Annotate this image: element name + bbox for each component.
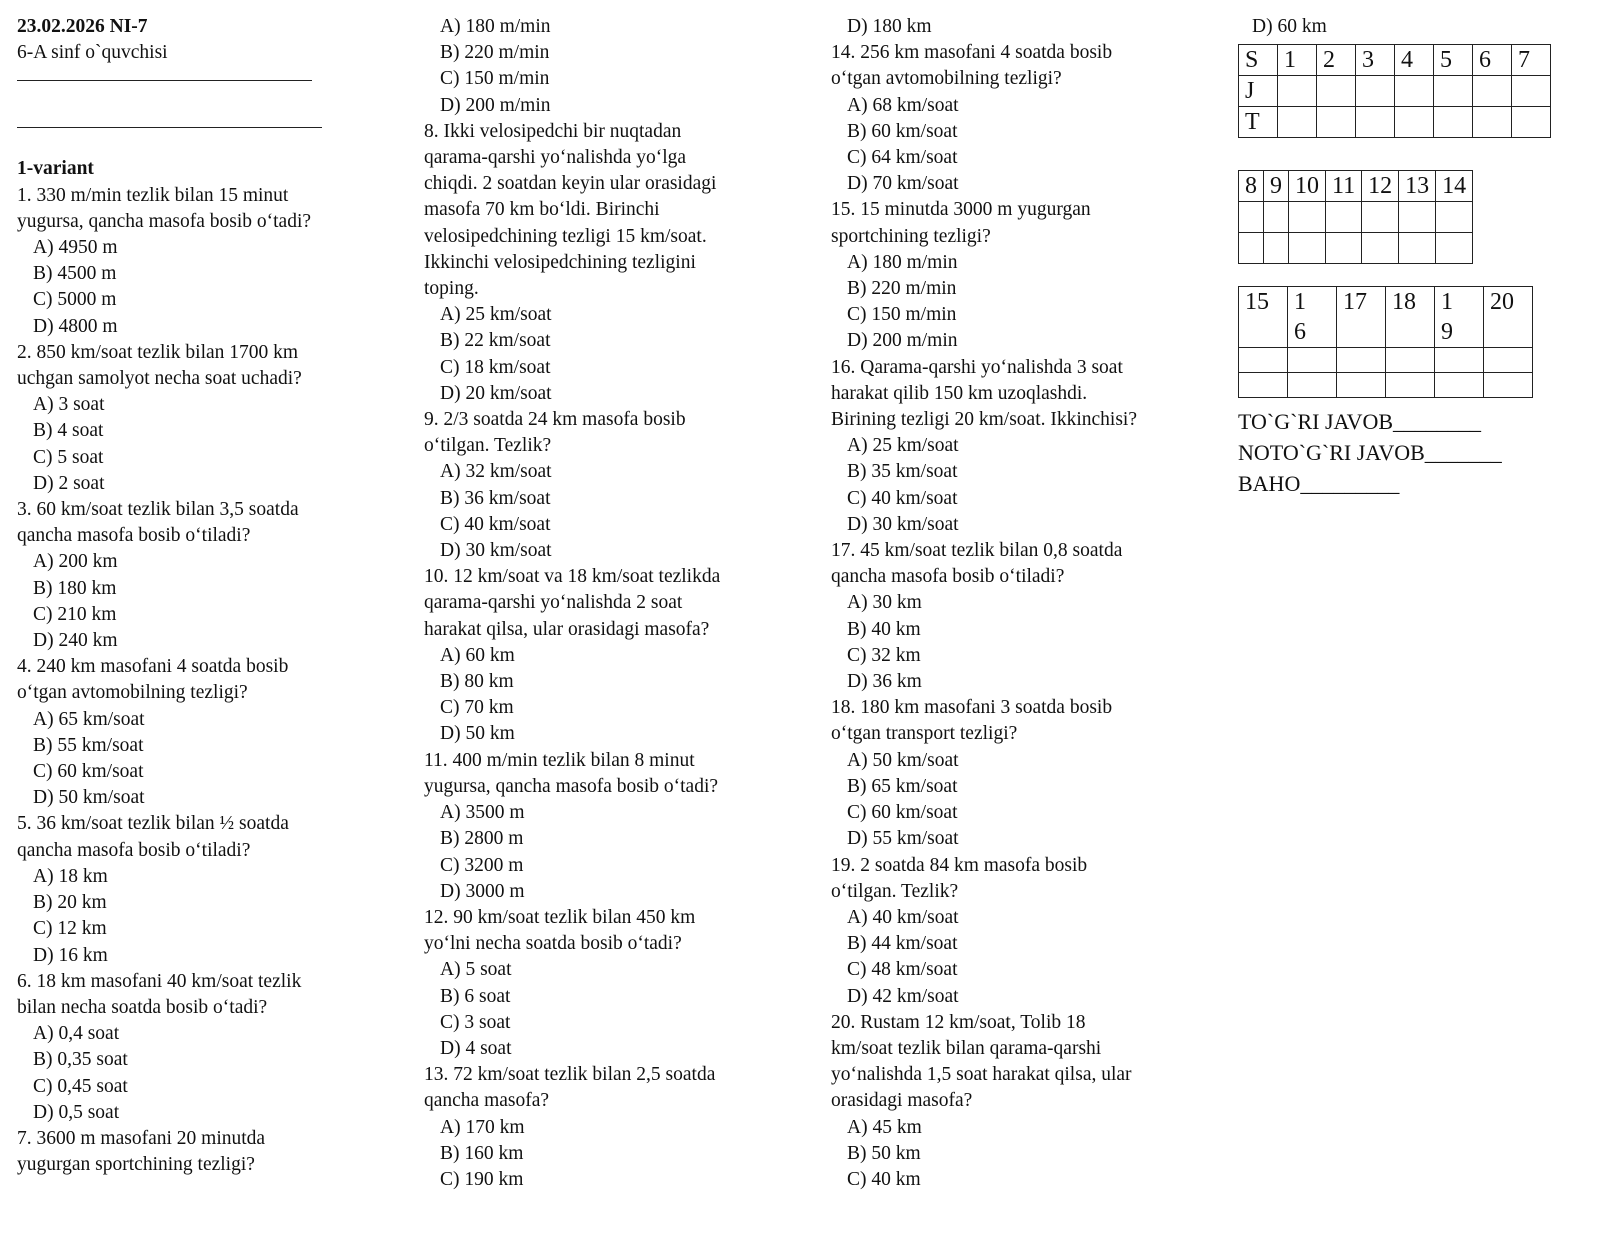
- answer-option[interactable]: B) 65 km/soat: [847, 775, 958, 797]
- answer-cell[interactable]: [1434, 76, 1473, 107]
- row-label-cell: J: [1239, 76, 1278, 107]
- column-1: [17, 14, 417, 1178]
- question-text: orasidagi masofa?: [831, 1090, 973, 1112]
- question-text: 18. 180 km masofani 3 soatda bosib: [831, 697, 1113, 719]
- table-header-row: [1239, 171, 1473, 202]
- table-header-cell: 14: [1436, 171, 1473, 202]
- answer-cell[interactable]: [1264, 202, 1289, 233]
- table-header-cell: 11: [1326, 171, 1362, 202]
- answer-option[interactable]: C) 40 km/soat: [847, 487, 958, 509]
- question-text: o‘tgan avtomobilning tezligi?: [831, 68, 1062, 90]
- question-text: 7. 3600 m masofani 20 minutda: [17, 1127, 266, 1149]
- answer-cell[interactable]: [1288, 348, 1337, 373]
- header-text: 20: [1490, 289, 1514, 315]
- answer-option[interactable]: A) 180 m/min: [440, 16, 551, 37]
- question-text: qancha masofa bosib o‘tiladi?: [17, 525, 251, 547]
- table-header-cell: 8: [1239, 171, 1264, 202]
- question-text: 14. 256 km masofani 4 soatda bosib: [831, 42, 1113, 64]
- answer-option[interactable]: D) 50 km: [440, 723, 515, 745]
- question-text: 2. 850 km/soat tezlik bilan 1700 km: [17, 341, 299, 363]
- question-text: harakat qilib 150 km uzoqlashdi.: [831, 382, 1088, 404]
- answer-cell[interactable]: [1289, 202, 1326, 233]
- answer-option[interactable]: B) 35 km/soat: [847, 461, 958, 483]
- question-text: chiqdi. 2 soatdan keyin ular orasidagi: [424, 173, 717, 195]
- question-text: yugursa, qancha masofa bosib o‘tadi?: [17, 210, 312, 232]
- question-text: 15. 15 minutda 3000 m yugurgan: [831, 199, 1091, 221]
- answer-option[interactable]: A) 30 km: [847, 592, 922, 614]
- question-text: 13. 72 km/soat tezlik bilan 2,5 soatda: [424, 1064, 716, 1086]
- answer-option[interactable]: A) 3500 m: [440, 802, 525, 824]
- table-row: [1239, 373, 1533, 398]
- answer-option[interactable]: D) 16 km: [33, 944, 108, 966]
- answer-option[interactable]: A) 18 km: [33, 865, 108, 887]
- answer-option[interactable]: C) 40 km/soat: [440, 513, 551, 535]
- table-row: [1239, 76, 1551, 107]
- answer-option[interactable]: C) 3 soat: [440, 1011, 511, 1033]
- answer-option[interactable]: C) 3200 m: [440, 854, 524, 876]
- table-row: [1239, 107, 1551, 138]
- answer-option[interactable]: B) 4500 m: [33, 263, 117, 285]
- table-row: [1239, 348, 1533, 373]
- answer-cell[interactable]: [1434, 107, 1473, 138]
- answer-option[interactable]: A) 45 km: [847, 1116, 922, 1138]
- answer-option[interactable]: C) 210 km: [33, 603, 117, 625]
- answer-option[interactable]: A) 25 km/soat: [847, 435, 959, 457]
- question-text: 9. 2/3 soatda 24 km masofa bosib: [424, 409, 686, 431]
- answer-cell[interactable]: [1288, 373, 1337, 398]
- answer-cell[interactable]: [1239, 373, 1288, 398]
- answer-option[interactable]: B) 80 km: [440, 671, 514, 693]
- question-text: masofa 70 km bo‘ldi. Birinchi: [424, 199, 660, 221]
- answer-option[interactable]: B) 50 km: [847, 1142, 921, 1164]
- answer-option[interactable]: B) 44 km/soat: [847, 933, 958, 955]
- question-list-3: [831, 14, 1231, 1193]
- grade-field[interactable]: BAHO_________: [1238, 471, 1400, 496]
- header-text: 1: [1294, 289, 1306, 315]
- table-row: [1239, 233, 1473, 264]
- table-header-row: [1239, 287, 1533, 348]
- answer-sheet: [1238, 14, 1600, 534]
- header-text: 15: [1245, 289, 1269, 315]
- answer-cell[interactable]: [1436, 202, 1473, 233]
- question-text: 10. 12 km/soat va 18 km/soat tezlikda: [424, 566, 721, 588]
- answer-option[interactable]: A) 68 km/soat: [847, 94, 959, 116]
- answer-cell[interactable]: [1239, 348, 1288, 373]
- column-3: [831, 14, 1231, 1193]
- question-text: qancha masofa?: [424, 1090, 550, 1112]
- answer-option[interactable]: D) 0,5 soat: [33, 1101, 120, 1123]
- question-text: 17. 45 km/soat tezlik bilan 0,8 soatda: [831, 540, 1123, 562]
- answer-option[interactable]: D) 70 km/soat: [847, 173, 959, 195]
- wrong-answers-field[interactable]: NOTO`G`RI JAVOB_______: [1238, 440, 1502, 465]
- answer-cell[interactable]: [1399, 202, 1436, 233]
- answer-option[interactable]: A) 25 km/soat: [440, 304, 552, 326]
- variant-label: 1-variant: [17, 158, 94, 180]
- question-text: 8. Ikki velosipedchi bir nuqtadan: [424, 120, 682, 142]
- answer-option[interactable]: B) 220 m/min: [440, 42, 550, 64]
- answer-option[interactable]: D) 20 km/soat: [440, 382, 552, 404]
- answer-option[interactable]: C) 40 km: [847, 1168, 921, 1190]
- question-text: velosipedchining tezligi 15 km/soat.: [424, 225, 707, 247]
- header-text: 1: [1441, 289, 1453, 315]
- student-label: 6-A sinf o`quvchisi: [17, 42, 168, 64]
- question-text: 5. 36 km/soat tezlik bilan ½ soatda: [17, 813, 289, 835]
- answer-cell[interactable]: [1512, 76, 1551, 107]
- answer-cell[interactable]: [1356, 107, 1395, 138]
- answer-option[interactable]: D) 42 km/soat: [847, 985, 959, 1007]
- answer-option[interactable]: C) 18 km/soat: [440, 356, 551, 378]
- correct-answers-field[interactable]: TO`G`RI JAVOB________: [1238, 409, 1482, 434]
- table-header-cell: [1337, 287, 1386, 348]
- answer-option[interactable]: D) 180 km: [847, 16, 932, 37]
- question-text: qarama-qarshi yo‘nalishda 2 soat: [424, 592, 683, 614]
- question-text: qancha masofa bosib o‘tiladi?: [17, 839, 251, 861]
- table-header-cell: [1239, 287, 1288, 348]
- answer-cell[interactable]: [1473, 76, 1512, 107]
- table-header-cell: 13: [1399, 171, 1436, 202]
- column-2: [424, 14, 824, 1193]
- answer-cell[interactable]: [1326, 202, 1362, 233]
- answer-option[interactable]: B) 6 soat: [440, 985, 511, 1007]
- header-text: 6: [1294, 319, 1306, 345]
- answer-option[interactable]: B) 4 soat: [33, 420, 104, 442]
- table-header-cell: [1386, 287, 1435, 348]
- answer-table-3: [1238, 286, 1533, 398]
- answer-option[interactable]: A) 65 km/soat: [33, 708, 145, 730]
- answer-option[interactable]: A) 50 km/soat: [847, 749, 959, 771]
- question-text: 20. Rustam 12 km/soat, Tolib 18: [831, 1011, 1086, 1033]
- answer-cell[interactable]: [1289, 233, 1326, 264]
- answer-option[interactable]: C) 70 km: [440, 697, 514, 719]
- table-header-cell: 1: [1278, 45, 1317, 76]
- answer-option[interactable]: D) 4 soat: [440, 1037, 512, 1059]
- question-text: sportchining tezligi?: [831, 225, 991, 247]
- answer-cell[interactable]: [1484, 373, 1533, 398]
- table-header-cell: 4: [1395, 45, 1434, 76]
- question-text: 11. 400 m/min tezlik bilan 8 minut: [424, 749, 695, 771]
- answer-option[interactable]: D) 4800 m: [33, 315, 118, 337]
- question-text: 12. 90 km/soat tezlik bilan 450 km: [424, 906, 696, 928]
- answer-option[interactable]: A) 4950 m: [33, 237, 118, 259]
- table-header-cell: 10: [1289, 171, 1326, 202]
- question-text: qarama-qarshi yo‘nalishda yo‘lga: [424, 147, 687, 169]
- question-text: 16. Qarama-qarshi yo‘nalishda 3 soat: [831, 356, 1123, 378]
- answer-option[interactable]: A) 5 soat: [440, 959, 512, 981]
- question-text: o‘tilgan. Tezlik?: [424, 435, 552, 457]
- answer-cell[interactable]: [1399, 233, 1436, 264]
- answer-option[interactable]: B) 22 km/soat: [440, 330, 551, 352]
- answer-option[interactable]: C) 60 km/soat: [847, 802, 958, 824]
- answer-cell[interactable]: [1337, 348, 1386, 373]
- answer-table-2: [1238, 170, 1473, 264]
- answer-option[interactable]: C) 32 km: [847, 644, 921, 666]
- question-text: 4. 240 km masofani 4 soatda bosib: [17, 656, 289, 678]
- question-text: yugursa, qancha masofa bosib o‘tadi?: [424, 775, 719, 797]
- answer-option[interactable]: B) 36 km/soat: [440, 487, 551, 509]
- answer-option[interactable]: B) 160 km: [440, 1142, 524, 1164]
- answer-option[interactable]: D) 30 km/soat: [440, 540, 552, 562]
- answer-cell[interactable]: [1362, 233, 1399, 264]
- question-text: 19. 2 soatda 84 km masofa bosib: [831, 854, 1088, 876]
- answer-option[interactable]: A) 200 km: [33, 551, 118, 573]
- answer-cell[interactable]: [1386, 373, 1435, 398]
- table-header-cell: 7: [1512, 45, 1551, 76]
- question-text: o‘tilgan. Tezlik?: [831, 880, 959, 902]
- question-text: Ikkinchi velosipedchining tezligini: [424, 251, 696, 273]
- question-text: 6. 18 km masofani 40 km/soat tezlik: [17, 970, 302, 992]
- question-text: 3. 60 km/soat tezlik bilan 3,5 soatda: [17, 499, 299, 521]
- answer-option[interactable]: D) 200 m/min: [847, 330, 958, 352]
- header-text: 17: [1343, 289, 1367, 315]
- answer-option[interactable]: A) 32 km/soat: [440, 461, 552, 483]
- answer-cell[interactable]: [1484, 348, 1533, 373]
- answer-option[interactable]: B) 55 km/soat: [33, 734, 144, 756]
- answer-option[interactable]: D) 200 m/min: [440, 94, 551, 116]
- answer-cell[interactable]: [1337, 373, 1386, 398]
- answer-cell[interactable]: [1317, 107, 1356, 138]
- answer-option[interactable]: B) 180 km: [33, 577, 117, 599]
- question-text: o‘tgan avtomobilning tezligi?: [17, 682, 248, 704]
- answer-option[interactable]: C) 150 m/min: [440, 68, 550, 90]
- question-text: harakat qilsa, ular orasidagi masofa?: [424, 618, 710, 640]
- answer-cell[interactable]: [1264, 233, 1289, 264]
- question-text: yo‘nalishda 1,5 soat harakat qilsa, ular: [831, 1064, 1132, 1086]
- question-text: o‘tgan transport tezligi?: [831, 723, 1018, 745]
- answer-cell[interactable]: [1317, 76, 1356, 107]
- question-text: km/soat tezlik bilan qarama-qarshi: [831, 1037, 1102, 1059]
- table-header-cell: 9: [1264, 171, 1289, 202]
- answer-option[interactable]: A) 0,4 soat: [33, 1023, 120, 1045]
- answer-option[interactable]: D) 36 km: [847, 671, 922, 693]
- question-list-2: [424, 14, 824, 1193]
- answer-option[interactable]: B) 0,35 soat: [33, 1049, 128, 1071]
- table-header-cell: 6: [1473, 45, 1512, 76]
- table-header-cell: [1435, 287, 1484, 348]
- answer-option[interactable]: A) 180 m/min: [847, 251, 958, 273]
- answer-option[interactable]: D) 50 km/soat: [33, 787, 145, 809]
- table-header-cell: 2: [1317, 45, 1356, 76]
- answer-cell[interactable]: [1436, 233, 1473, 264]
- answer-cell[interactable]: [1239, 233, 1264, 264]
- score-summary: [1238, 406, 1502, 499]
- question-text: qancha masofa bosib o‘tiladi?: [831, 566, 1065, 588]
- table-header-cell: [1484, 287, 1533, 348]
- answer-option[interactable]: C) 0,45 soat: [33, 1075, 128, 1097]
- answer-option[interactable]: D) 2 soat: [33, 472, 105, 494]
- answer-cell[interactable]: [1435, 348, 1484, 373]
- answer-table-1: [1238, 44, 1551, 138]
- answer-option[interactable]: A) 40 km/soat: [847, 906, 959, 928]
- answer-cell[interactable]: [1386, 348, 1435, 373]
- header-text: 9: [1441, 319, 1453, 345]
- answer-option[interactable]: D) 55 km/soat: [847, 828, 959, 850]
- table-header-cell: 12: [1362, 171, 1399, 202]
- answer-option[interactable]: C) 5 soat: [33, 446, 104, 468]
- answer-option[interactable]: C) 5000 m: [33, 289, 117, 311]
- answer-cell[interactable]: [1473, 107, 1512, 138]
- answer-option[interactable]: D) 3000 m: [440, 880, 525, 902]
- answer-option[interactable]: C) 150 m/min: [847, 304, 957, 326]
- question-text: 1. 330 m/min tezlik bilan 15 minut: [17, 184, 289, 206]
- answer-cell[interactable]: [1395, 107, 1434, 138]
- answer-option[interactable]: A) 170 km: [440, 1116, 525, 1138]
- row-label-cell: T: [1239, 107, 1278, 138]
- question-list-1: [17, 183, 417, 1179]
- answer-cell[interactable]: [1278, 76, 1317, 107]
- question-text: uchgan samolyot necha soat uchadi?: [17, 368, 302, 390]
- answer-option[interactable]: C) 190 km: [440, 1168, 524, 1190]
- answer-cell[interactable]: [1356, 76, 1395, 107]
- answer-option[interactable]: B) 40 km: [847, 618, 921, 640]
- answer-cell[interactable]: [1362, 202, 1399, 233]
- question-text: yo‘lni necha soatda bosib o‘tadi?: [424, 933, 682, 955]
- answer-option[interactable]: C) 60 km/soat: [33, 761, 144, 783]
- answer-option[interactable]: A) 60 km: [440, 644, 515, 666]
- name-line-1[interactable]: [17, 80, 312, 81]
- table-header-row: [1239, 45, 1551, 76]
- table-header-cell: 3: [1356, 45, 1395, 76]
- question-text: toping.: [424, 278, 479, 300]
- answer-cell[interactable]: [1278, 107, 1317, 138]
- answer-option: D) 60 km: [1252, 16, 1327, 37]
- date-code: 23.02.2026 NI-7: [17, 16, 148, 37]
- answer-option[interactable]: B) 2800 m: [440, 828, 524, 850]
- table-header-cell: 5: [1434, 45, 1473, 76]
- answer-cell[interactable]: [1326, 233, 1362, 264]
- answer-cell[interactable]: [1395, 76, 1434, 107]
- answer-option[interactable]: A) 3 soat: [33, 394, 105, 416]
- answer-option[interactable]: C) 48 km/soat: [847, 959, 958, 981]
- header-text: 18: [1392, 289, 1416, 315]
- question-text: yugurgan sportchining tezligi?: [17, 1154, 255, 1176]
- answer-cell[interactable]: [1239, 202, 1264, 233]
- answer-option[interactable]: C) 12 km: [33, 918, 107, 940]
- answer-cell[interactable]: [1435, 373, 1484, 398]
- table-row: [1239, 202, 1473, 233]
- answer-option[interactable]: D) 30 km/soat: [847, 513, 959, 535]
- question-text: Birining tezligi 20 km/soat. Ikkinchisi?: [831, 409, 1138, 431]
- question-text: bilan necha soatda bosib o‘tadi?: [17, 996, 268, 1018]
- answer-option[interactable]: B) 60 km/soat: [847, 120, 958, 142]
- table-header-cell: [1288, 287, 1337, 348]
- answer-option[interactable]: B) 220 m/min: [847, 278, 957, 300]
- answer-option[interactable]: D) 240 km: [33, 630, 118, 652]
- answer-option[interactable]: C) 64 km/soat: [847, 147, 958, 169]
- answer-cell[interactable]: [1512, 107, 1551, 138]
- table-header-cell: S: [1239, 45, 1278, 76]
- answer-option[interactable]: B) 20 km: [33, 892, 107, 914]
